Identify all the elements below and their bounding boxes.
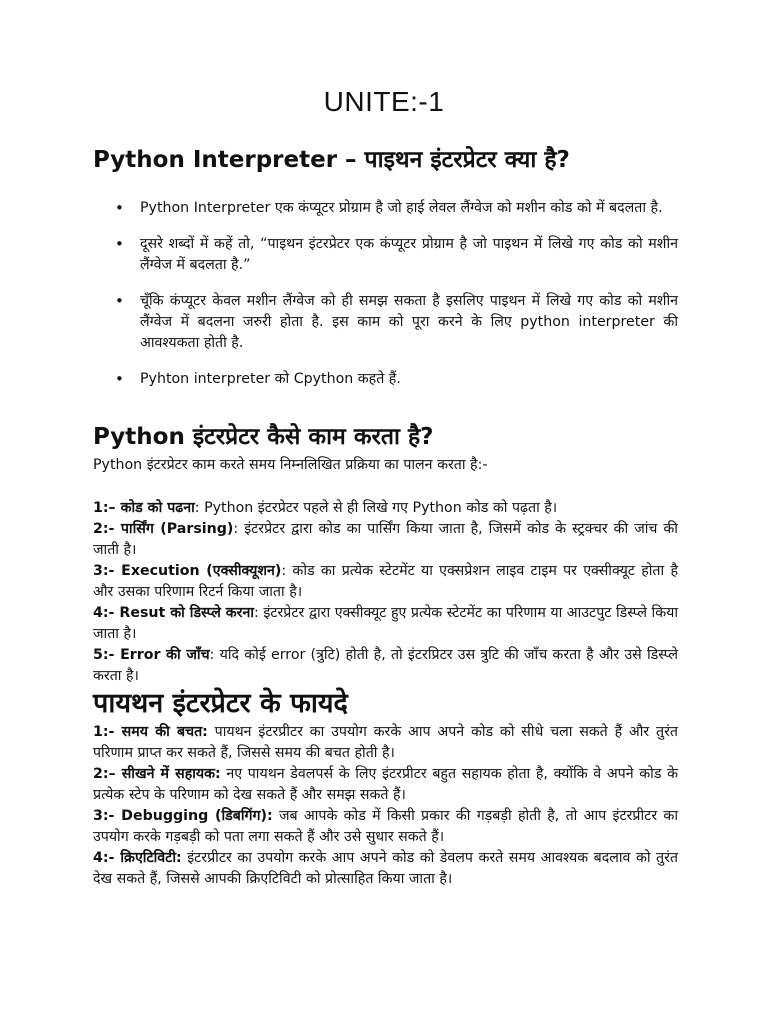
list-item: 4:- क्रिएटिविटी: इंटरप्रीटर का उपयोग करके आप अपने कोड को डेवलप करते समय आवश्यक बदलाव को तुरंत देख सकते हैं, जिससे आपकी क्रिएटिविटी को प्रोत्साहित किया जाता है। [93, 850, 678, 887]
section1-heading: Python Interpreter – पाइथन इंटरप्रेटर क्या है? [93, 147, 570, 173]
bullet-icon: • [115, 292, 124, 310]
section2-steps [93, 498, 678, 687]
step-label: 5:- Error की जाँच [93, 647, 210, 663]
benefit-label: 3:- Debugging (डिबगिंग): [93, 808, 273, 824]
list-item: 4:- Resut को डिस्प्ले करना: इंटरप्रेटर द्वारा एक्सीक्यूट हुए प्रत्येक स्टेटमेंट का परिणाम या आउटपुट डिस्प्ले किया जाता है। [93, 605, 678, 642]
section3-heading: पायथन इंटरप्रेटर के फायदे [93, 688, 348, 719]
step-label: 3:- Execution (एक्सीक्यूशन) [93, 563, 282, 579]
section3-benefits [93, 722, 678, 890]
section2-heading: Python इंटरप्रेटर कैसे काम करता है? [93, 424, 434, 450]
list-item: • चूँकि कंप्यूटर केवल मशीन लैंग्वेज को ही समझ सकता है इसलिए पाइथन में लिखे गए कोड को मशीन लैंग्वेज में बदलना जरुरी होता है. इस काम को पूरा करने के लिए python interpreter की आवश्यकता होती है. [115, 292, 678, 351]
list-item: • दूसरे शब्दों में कहें तो, “पाइथन इंटरप्रेटर एक कंप्यूटर प्रोग्राम है जो पाइथन में लिखे गए कोड को मशीन लैंग्वेज में बदलता है.” [115, 235, 678, 273]
bullet-icon: • [115, 235, 124, 253]
list-item: • Pyhton interpreter को Cpython कहते हैं. [115, 370, 401, 388]
list-item: 5:- Error की जाँच: यदि कोई error (त्रुटि) होती है, तो इंटरप्रिटर उस त्रुटि की जाँच करता है और उसे डिस्प्ले करता है। [93, 647, 678, 684]
list-item: 1:- समय की बचत: पायथन इंटरप्रीटर का उपयोग करके आप अपने कोड को सीधे चला सकते हैं और तुरंत परिणाम प्राप्त कर सकते हैं, जिससे समय की बचत होती है। [93, 724, 678, 761]
list-item: 2:- पार्सिंग (Parsing): इंटरप्रेटर द्वारा कोड का पार्सिंग किया जाता है, जिसमें कोड के स्ट्रक्चर की जांच की जाती है। [93, 521, 678, 558]
benefit-label: 1:- समय की बचत: [93, 724, 208, 740]
list-item: 3:- Debugging (डिबगिंग): जब आपके कोड में किसी प्रकार की गड़बड़ी होती है, तो आप इंटरप्रीटर का उपयोग करके गड़बड़ी को पता लगा सकते हैं और उसे सुधार सकते हैं। [93, 808, 678, 845]
bullet-icon: • [115, 199, 124, 217]
step-label: 4:- Resut को डिस्प्ले करना [93, 605, 255, 621]
bullet-icon: • [115, 370, 124, 388]
unit-title: UNITE:-1 [323, 86, 445, 117]
benefit-label: 4:- क्रिएटिविटी: [93, 850, 182, 866]
list-item: 2:– सीखने में सहायक: नए पायथन डेवलपर्स के लिए इंटरप्रीटर बहुत सहायक होता है, क्योंकि वे अपने कोड के प्रत्येक स्टेप के परिणाम को देख सकते हैं और समझ सकते हैं। [93, 766, 678, 803]
section1-bullet-list [93, 198, 678, 405]
step-label: 1:– कोड को पढना [93, 500, 195, 516]
section2-intro: Python इंटरप्रेटर काम करते समय निम्नलिखित प्रक्रिया का पालन करता है:- [93, 457, 488, 473]
list-item: 1:– कोड को पढना: Python इंटरप्रेटर पहले से ही लिखे गए Python कोड को पढ़ता है। [93, 500, 558, 516]
benefit-label: 2:– सीखने में सहायक: [93, 766, 221, 782]
list-item: 3:- Execution (एक्सीक्यूशन): कोड का प्रत्येक स्टेटमेंट या एक्सप्रेशन लाइव टाइम पर एक्सीक्यूट होता है और उसका परिणाम रिटर्न किया जाता है। [93, 563, 678, 600]
list-item: • Python Interpreter एक कंप्यूटर प्रोग्राम है जो हाई लेवल लैंग्वेज को मशीन कोड को में बदलता है. [115, 199, 663, 217]
step-label: 2:- पार्सिंग (Parsing) [93, 521, 234, 537]
